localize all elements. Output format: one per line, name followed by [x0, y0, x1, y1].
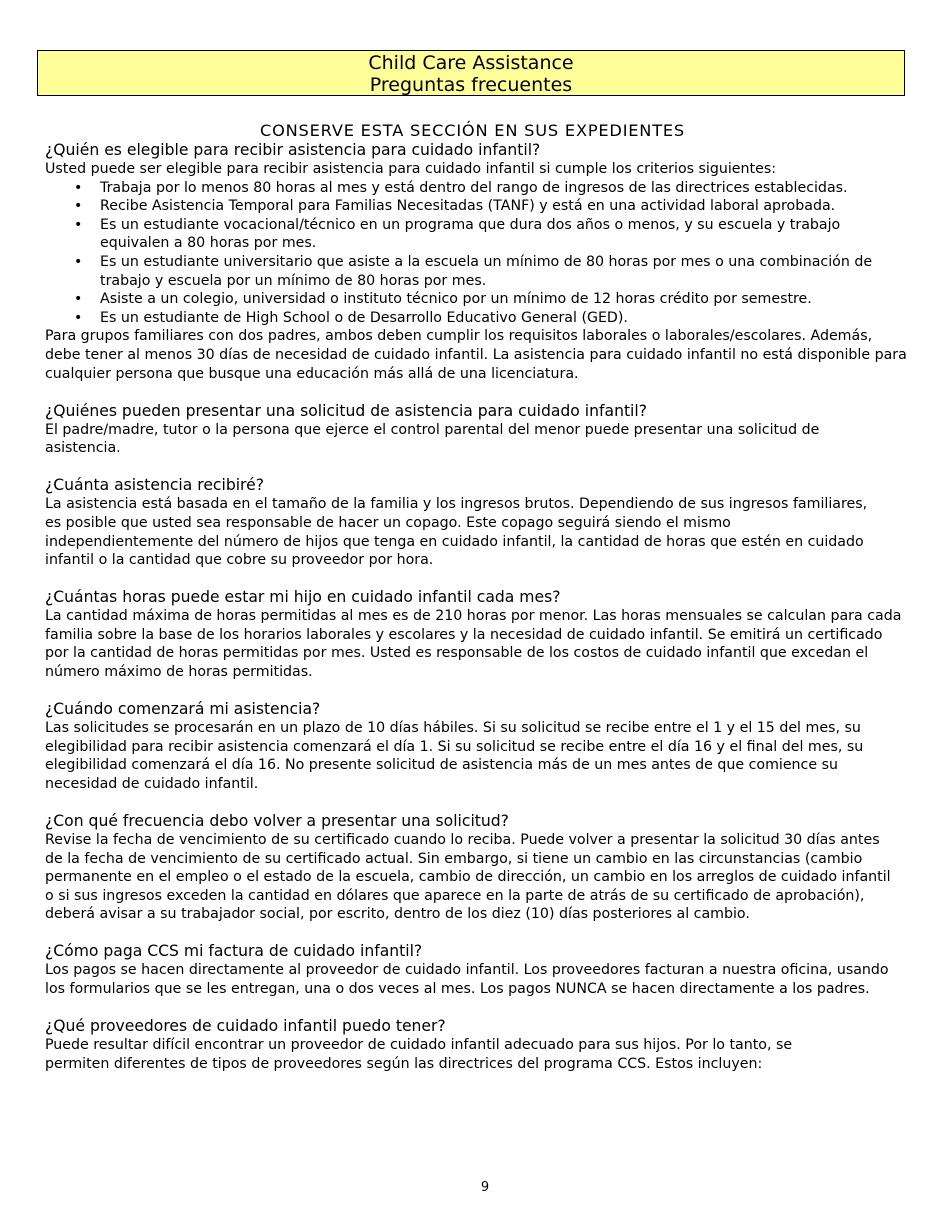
- faq-question-start: ¿Cuándo comenzará mi asistencia?: [45, 700, 321, 719]
- faq-question-reapply: ¿Con qué frecuencia debo volver a presentar una solicitud?: [45, 811, 509, 830]
- faq-answer-payment: Los pagos se hacen directamente al proveedor de cuidado infantil. Los proveedores facturan a nuestra oficina, usando los formularios que se les entregan, una o dos veces al mes. Los pagos NUNCA se hacen directamente a los padres.: [45, 962, 889, 997]
- page-number: 9: [480, 1180, 490, 1195]
- faq-content: [45, 121, 910, 1073]
- faq-question-providers: ¿Qué proveedores de cuidado infantil puedo tener?: [45, 1017, 446, 1036]
- faq-answer-eligibility: Para grupos familiares con dos padres, ambos deben cumplir los requisitos laborales o laborales/escolares. Además, debe tener al menos 30 días de necesidad de cuidado infantil. La asistencia para cuidado infantil no está disponible para cualquier persona que busque una educación más allá de una licenciatura.: [45, 328, 907, 382]
- faq-answer-hours: La cantidad máxima de horas permitidas al mes es de 210 horas por menor. Las horas mensuales se calculan para cada familia sobre la base de los horarios laborales y escolares y la necesidad de cuidado infantil. Se emitirá un certificado por la cantidad de horas permitidas por mes. Usted es responsable de los costos de cuidado infantil que excedan el número máximo de horas permitidas.: [45, 608, 902, 680]
- faq-answer-start: Las solicitudes se procesarán en un plazo de 10 días hábiles. Si su solicitud se recibe entre el 1 y el 15 del mes, su elegibilidad para recibir asistencia comenzará el día 1. Si su solicitud se recibe entre el día 16 y el final del mes, su elegibilidad comenzará el día 16. No presente solicitud de asistencia más de un mes antes de que comience su necesidad de cuidado infantil.: [45, 720, 864, 792]
- eligibility-criteria-list: [45, 179, 910, 328]
- faq-answer-reapply: Revise la fecha de vencimiento de su certificado cuando lo reciba. Puede volver a presentar la solicitud 30 días antes de la fecha de vencimiento de su certificado actual. Sin embargo, si tiene un cambio en las circunstancias (cambio permanente en el empleo o el estado de la escuela, cambio de dirección, un cambio en los arreglos de cuidado infantil o si sus ingresos exceden la cantidad en dólares que aparece en la parte de atrás de su certificado de aprobación), deberá avisar a su trabajador social, por escrito, dentro de los diez (10) días posteriores al cambio.: [45, 831, 891, 923]
- list-item: • Asiste a un colegio, universidad o instituto técnico por un mínimo de 12 horas crédito por semestre.: [100, 290, 910, 309]
- faq-question-hours: ¿Cuántas horas puede estar mi hijo en cuidado infantil cada mes?: [45, 588, 561, 607]
- keep-notice: CONSERVE ESTA SECCIÓN EN SUS EXPEDIENTES: [260, 121, 685, 140]
- document-title-box: [37, 50, 905, 96]
- faq-answer-providers: Puede resultar difícil encontrar un proveedor de cuidado infantil adecuado para sus hijos. Por lo tanto, se permiten diferentes de tipos de proveedores según las directrices del programa CCS. Estos incluyen:: [45, 1037, 793, 1072]
- list-item: • Es un estudiante vocacional/técnico en un programa que dura dos años o menos, y su escuela y trabajo equivalen a 80 horas por mes.: [100, 216, 910, 253]
- list-item: • Recibe Asistencia Temporal para Familias Necesitadas (TANF) y está en una actividad laboral aprobada.: [100, 197, 910, 216]
- faq-answer-who-can-apply: El padre/madre, tutor o la persona que ejerce el control parental del menor puede presentar una solicitud de asistencia.: [45, 421, 820, 457]
- faq-question-eligibility: ¿Quién es elegible para recibir asistencia para cuidado infantil?: [45, 141, 541, 159]
- document-title: Child Care Assistance: [368, 52, 574, 74]
- document-subtitle: Preguntas frecuentes: [369, 74, 573, 96]
- faq-question-how-much: ¿Cuánta asistencia recibiré?: [45, 476, 264, 495]
- list-item: • Es un estudiante universitario que asiste a la escuela un mínimo de 80 horas por mes o una combinación de trabajo y escuela por un mínimo de 80 horas por mes.: [100, 253, 910, 290]
- list-item: • Es un estudiante de High School o de Desarrollo Educativo General (GED).: [100, 309, 910, 328]
- faq-question-who-can-apply: ¿Quiénes pueden presentar una solicitud de asistencia para cuidado infantil?: [45, 401, 648, 420]
- faq-question-payment: ¿Cómo paga CCS mi factura de cuidado infantil?: [45, 942, 423, 961]
- list-item: • Trabaja por lo menos 80 horas al mes y está dentro del rango de ingresos de las directrices establecidas.: [100, 179, 910, 198]
- faq-answer-how-much: La asistencia está basada en el tamaño de la familia y los ingresos brutos. Dependiendo de sus ingresos familiares, es posible que usted sea responsable de hacer un copago. Este copago seguirá siendo el mismo independientemente del número de hijos que tenga en cuidado infantil, la cantidad de horas que estén en cuidado infantil o la cantidad que cobre su proveedor por hora.: [45, 496, 868, 569]
- faq-intro-eligibility: Usted puede ser elegible para recibir asistencia para cuidado infantil si cumple los criterios siguientes:: [45, 161, 776, 177]
